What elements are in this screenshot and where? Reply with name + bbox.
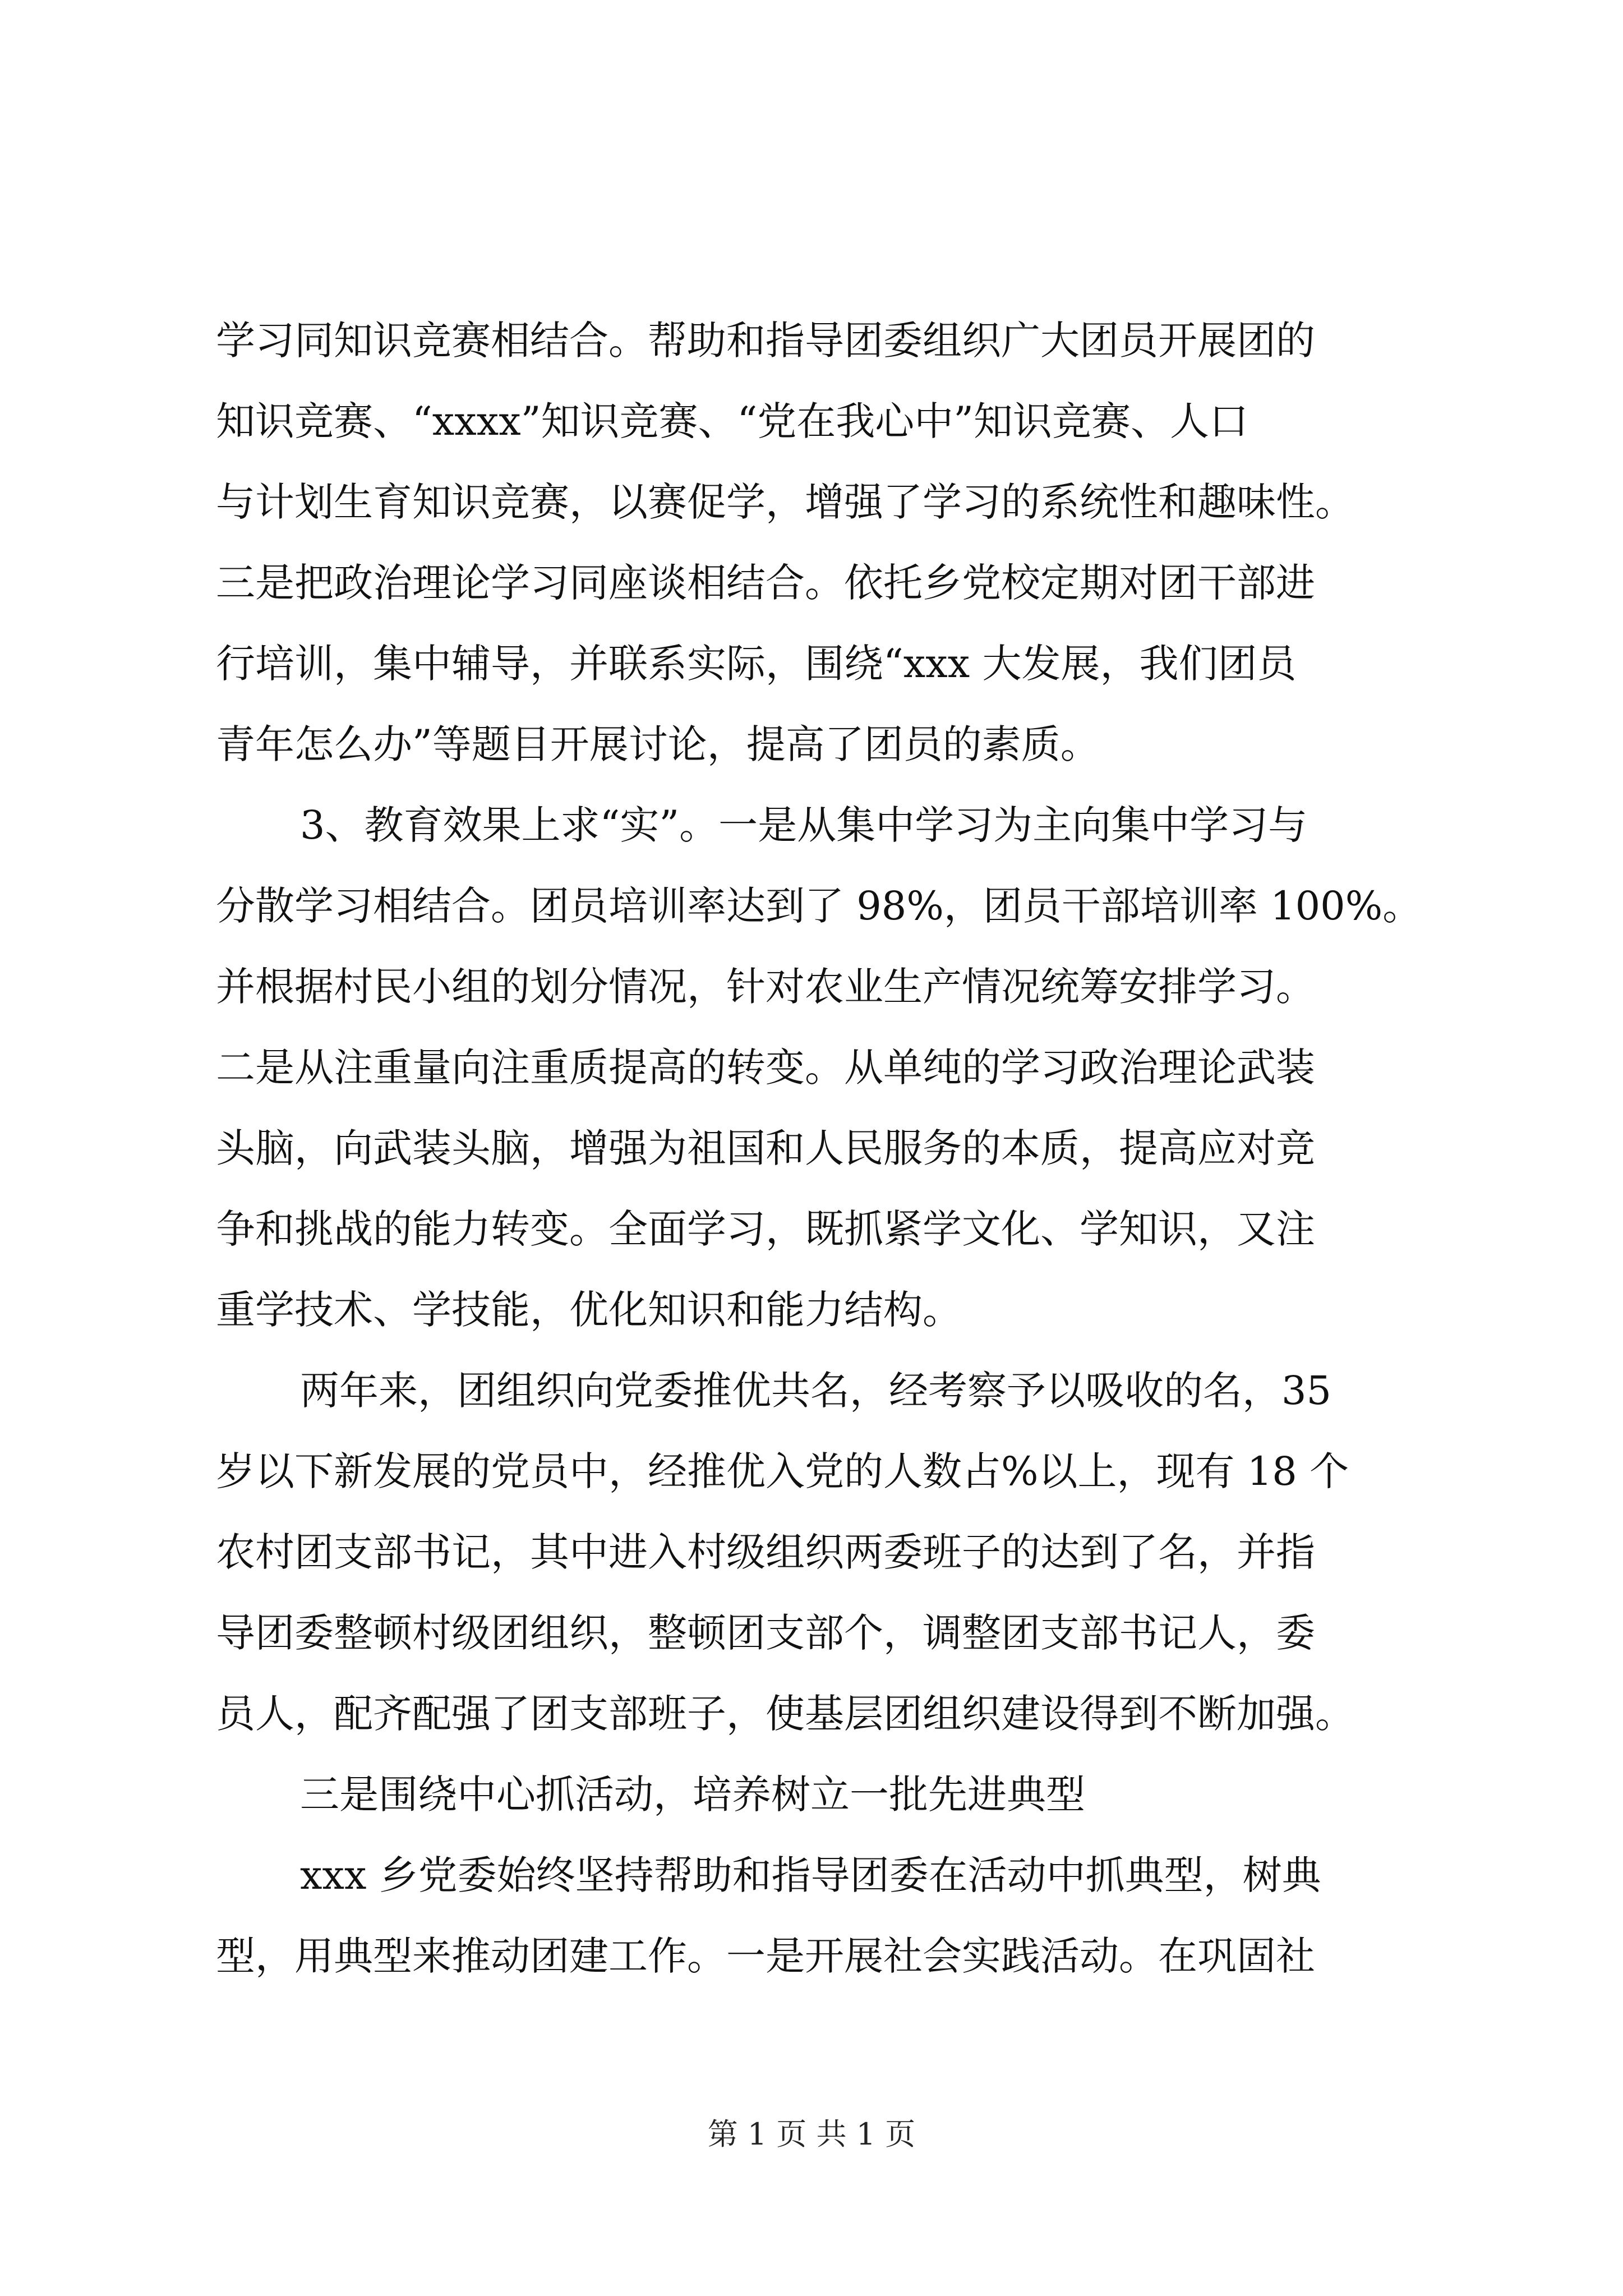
text-line: 型，用典型来推动团建工作。一是开展社会实践活动。在巩固社 xyxy=(216,1933,1315,1979)
text-line: 3、教育效果上求“实”。一是从集中学习为主向集中学习与 xyxy=(300,802,1308,848)
document-body xyxy=(216,300,1422,1996)
text-line: 二是从注重量向注重质提高的转变。从单纯的学习政治理论武装 xyxy=(216,1045,1315,1091)
text-line: 头脑，向武装头脑，增强为祖国和人民服务的本质，提高应对竞 xyxy=(216,1125,1315,1171)
text-line: 行培训，集中辅导，并联系实际，围绕“xxx 大发展，我们团员 xyxy=(216,641,1297,687)
text-line: 分散学习相结合。团员培训率达到了 98%，团员干部培训率 100%。 xyxy=(216,883,1422,929)
text-line: 导团委整顿村级团组织，整顿团支部个，调整团支部书记人，委 xyxy=(216,1610,1315,1656)
text-line: 三是围绕中心抓活动，培养树立一批先进典型 xyxy=(300,1772,1085,1818)
text-line: 与计划生育知识竞赛，以赛促学，增强了学习的系统性和趣味性。 xyxy=(216,479,1354,525)
text-line: xxx 乡党委始终坚持帮助和指导团委在活动中抓典型，树典 xyxy=(300,1852,1321,1898)
text-line: 岁以下新发展的党员中，经推优入党的人数占%以上，现有 18 个 xyxy=(216,1448,1349,1494)
page-footer: 第 1 页 共 1 页 xyxy=(707,2116,916,2152)
text-line: 知识竞赛、“xxxx”知识竞赛、“党在我心中”知识竞赛、人口 xyxy=(216,398,1249,444)
text-line: 农村团支部书记，其中进入村级组织两委班子的达到了名，并指 xyxy=(216,1529,1315,1575)
text-line: 重学技术、学技能，优化知识和能力结构。 xyxy=(216,1287,962,1333)
text-line: 三是把政治理论学习同座谈相结合。依托乡党校定期对团干部进 xyxy=(216,560,1315,606)
text-line: 青年怎么办”等题目开展讨论，提高了团员的素质。 xyxy=(216,721,1100,767)
text-line: 学习同知识竞赛相结合。帮助和指导团委组织广大团员开展团的 xyxy=(216,318,1315,364)
text-line: 并根据村民小组的划分情况，针对农业生产情况统筹安排学习。 xyxy=(216,964,1315,1010)
text-line: 两年来，团组织向党委推优共名，经考察予以吸收的名，35 xyxy=(300,1368,1332,1414)
text-line: 争和挑战的能力转变。全面学习，既抓紧学文化、学知识，又注 xyxy=(216,1206,1315,1252)
text-line: 员人，配齐配强了团支部班子，使基层团组织建设得到不断加强。 xyxy=(216,1691,1354,1737)
